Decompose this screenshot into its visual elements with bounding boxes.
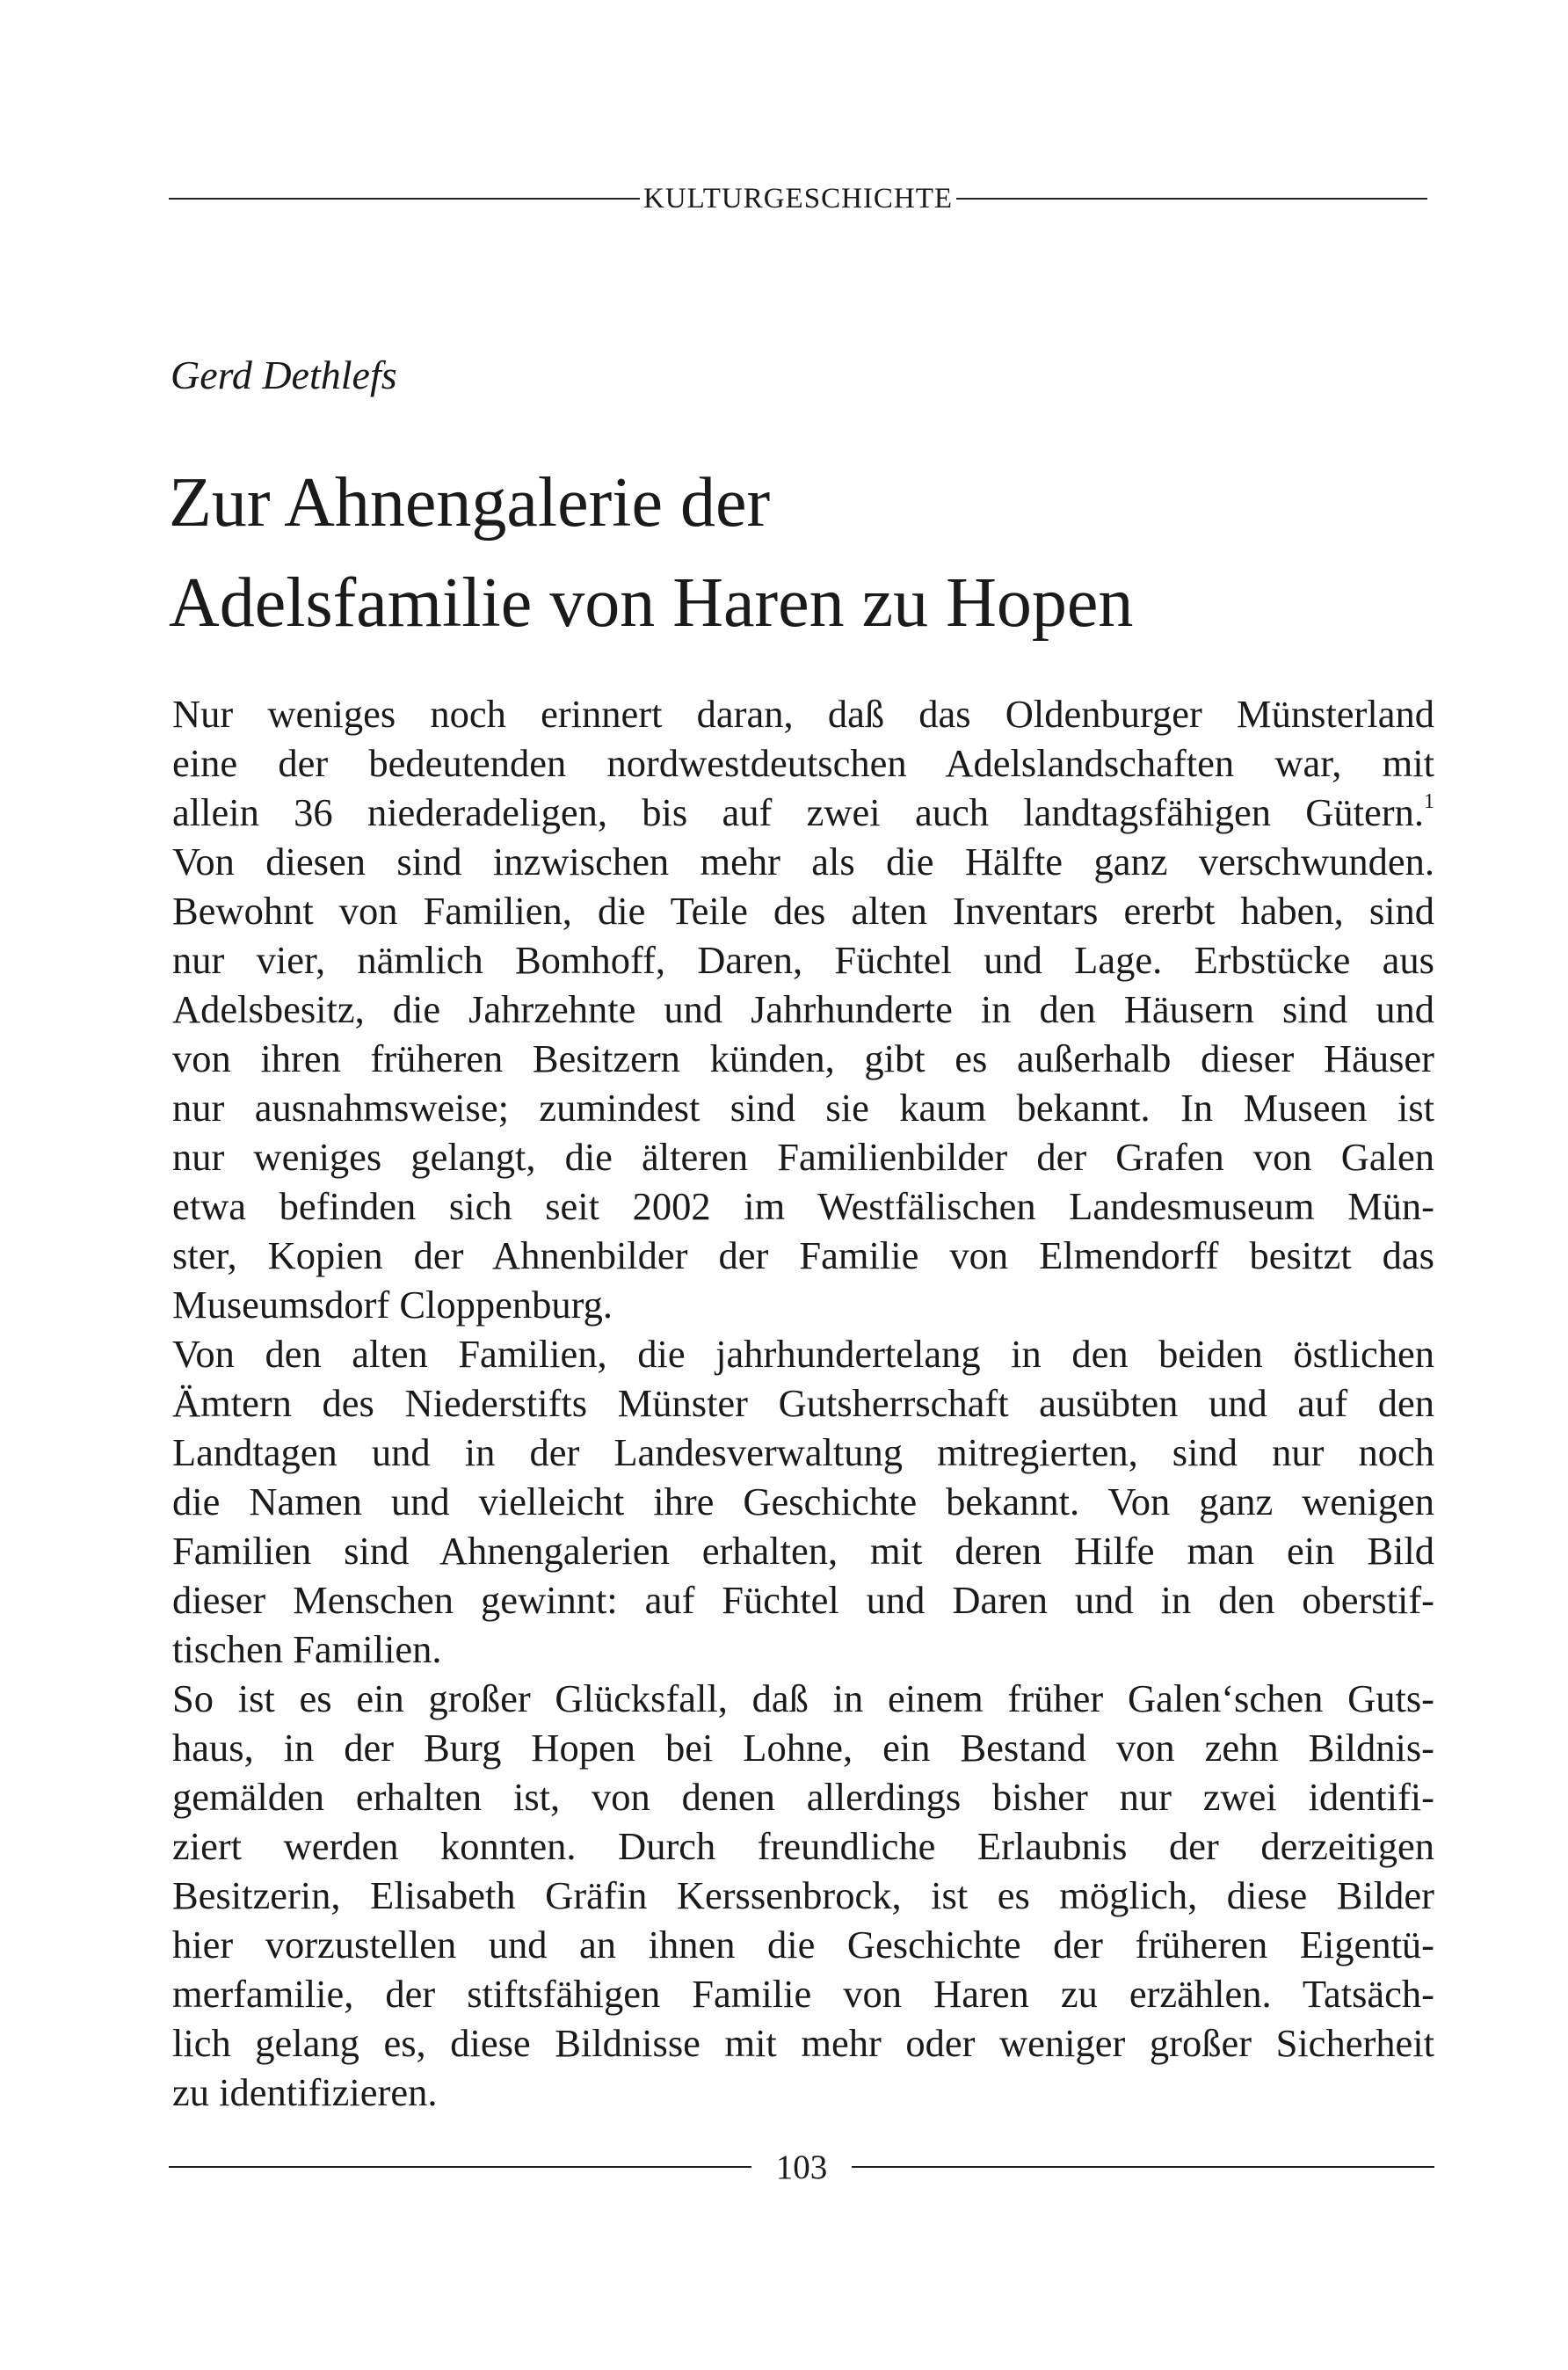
text-line: gemälden erhalten ist, von denen allerdings bisher nur zwei identifi-	[172, 1775, 1434, 1819]
text-line: Familien sind Ahnengalerien erhalten, mit deren Hilfe man ein Bild	[172, 1529, 1434, 1573]
text-line: nur vier, nämlich Bomhoff, Daren, Füchtel und Lage. Erbstücke aus	[172, 938, 1434, 982]
text-line: Besitzerin, Elisabeth Gräfin Kerssenbrock, ist es möglich, diese Bilder	[172, 1873, 1434, 1917]
title-line: Zur Ahnengalerie der	[169, 464, 771, 542]
text-line: dieser Menschen gewinnt: auf Füchtel und Daren und in den oberstif-	[172, 1578, 1434, 1622]
text-line: Bewohnt von Familien, die Teile des alten Inventars ererbt haben, sind	[172, 889, 1434, 933]
text-line: zu identifizieren.	[172, 2070, 438, 2114]
paragraph	[172, 689, 1434, 1329]
text-line: Landtagen und in der Landesverwaltung mitregierten, sind nur noch	[172, 1430, 1434, 1474]
article-body	[172, 689, 1434, 2117]
text-line: So ist es ein großer Glücksfall, daß in einem früher Galen‘schen Guts-	[172, 1676, 1434, 1720]
text-line: ziert werden konnten. Durch freundliche Erlaubnis der derzeitigen	[172, 1824, 1434, 1868]
text-line: nur ausnahmsweise; zumindest sind sie kaum bekannt. In Museen ist	[172, 1086, 1434, 1130]
text-line: tischen Familien.	[172, 1627, 442, 1671]
text-run: die Namen und vielleicht ihre Geschichte bekannt. Von ganz wenigen	[172, 1479, 1434, 1523]
header-rule-right	[956, 198, 1427, 200]
footnote-ref: 1	[1424, 790, 1434, 814]
title-line: Adelsfamilie von Haren zu Hopen	[169, 564, 1134, 642]
text-line: eine der bedeutenden nordwestdeutschen Adelslandschaften war, mit	[172, 741, 1434, 785]
text-line: Von den alten Familien, die jahrhundertelang in den beiden östlichen	[172, 1332, 1434, 1376]
text-line: Museumsdorf Cloppenburg.	[172, 1283, 613, 1327]
paragraph	[172, 1329, 1434, 1674]
text-run: allein 36 niederadeligen, bis auf zwei auch landtagsfähigen Gütern.	[172, 790, 1424, 834]
running-head	[169, 181, 1427, 216]
text-line	[172, 788, 1434, 837]
text-line: hier vorzustellen und an ihnen die Geschichte der früheren Eigentü-	[172, 1923, 1434, 1967]
text-line: von ihren früheren Besitzern künden, gibt es außerhalb dieser Häuser	[172, 1036, 1434, 1080]
text-line: Nur weniges noch erinnert daran, daß das Oldenburger Münsterland	[172, 692, 1434, 736]
page-number: 103	[775, 2148, 828, 2186]
author-name: Gerd Dethlefs	[171, 353, 397, 397]
paragraph	[172, 1674, 1434, 2117]
footer-rule-left	[169, 2166, 751, 2168]
text-line: ster, Kopien der Ahnenbilder der Familie von Elmendorff besitzt das	[172, 1233, 1434, 1277]
text-line: nur weniges gelangt, die älteren Familienbilder der Grafen von Galen	[172, 1135, 1434, 1179]
section-label: KULTURGESCHICHTE	[642, 182, 954, 214]
text-line: Von diesen sind inzwischen mehr als die Hälfte ganz verschwunden.	[172, 840, 1434, 883]
text-line: etwa befinden sich seit 2002 im Westfälischen Landesmuseum Mün-	[172, 1184, 1434, 1228]
text-line: lich gelang es, diese Bildnisse mit mehr oder weniger großer Sicherheit	[172, 2021, 1434, 2065]
text-line: Ämtern des Niederstifts Münster Gutsherrschaft ausübten und auf den	[172, 1381, 1434, 1425]
article-title	[169, 453, 1133, 653]
header-rule-left	[169, 198, 640, 200]
text-line: merfamilie, der stiftsfähigen Familie von Haren zu erzählen. Tatsäch-	[172, 1972, 1434, 2016]
text-line: Adelsbesitz, die Jahrzehnte und Jahrhunderte in den Häusern sind und	[172, 987, 1434, 1031]
page-footer	[169, 2145, 1434, 2189]
text-line	[172, 1477, 1434, 1526]
footer-rule-right	[852, 2166, 1434, 2168]
text-line: haus, in der Burg Hopen bei Lohne, ein Bestand von zehn Bildnis-	[172, 1726, 1434, 1770]
